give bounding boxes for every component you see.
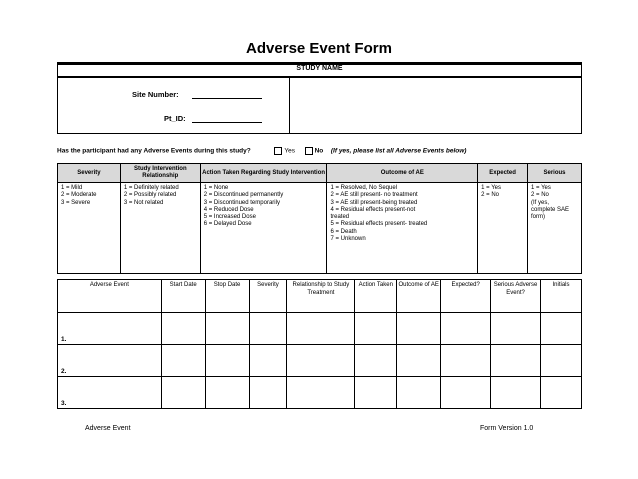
yes-label: Yes	[284, 147, 295, 155]
event-cell[interactable]	[161, 313, 205, 345]
events-header-row	[58, 280, 582, 313]
event-cell[interactable]	[161, 345, 205, 377]
code-item: 2 = No	[481, 192, 500, 199]
code-item: 1 = Definitely related	[123, 185, 179, 191]
pt-id-label: Pt_ID:	[164, 114, 186, 123]
event-cell[interactable]	[541, 377, 582, 409]
event-cell[interactable]	[355, 313, 397, 345]
code-item: 1 = Resolved, No Sequel	[330, 185, 398, 191]
codes-header-serious: Serious	[528, 164, 582, 183]
code-item: 7 = Unknown	[330, 236, 366, 243]
ae-question	[57, 147, 466, 155]
codes-col-serious	[528, 183, 582, 274]
code-item: 3 = AE still present-being treated	[330, 199, 418, 206]
code-item: 4 = Reduced Dose	[203, 206, 254, 213]
code-item: 1 = Mild	[61, 185, 83, 191]
events-header-start-date: Start Date	[161, 280, 205, 313]
event-cell[interactable]	[205, 313, 249, 345]
no-checkbox[interactable]	[305, 147, 313, 155]
pt-id-field[interactable]	[192, 122, 262, 123]
events-header-expected: Expected?	[441, 280, 491, 313]
events-header-severity: Severity	[249, 280, 287, 313]
event-cell[interactable]	[249, 313, 287, 345]
event-cell[interactable]	[287, 313, 355, 345]
event-cell[interactable]	[205, 345, 249, 377]
event-cell[interactable]	[491, 313, 541, 345]
code-item: 2 = No	[531, 192, 549, 199]
event-cell[interactable]	[397, 377, 441, 409]
event-cell[interactable]	[249, 377, 287, 409]
code-item: 3 = Not related	[123, 199, 164, 206]
event-cell[interactable]	[397, 313, 441, 345]
event-cell[interactable]	[441, 377, 491, 409]
codes-header-expected: Expected	[478, 164, 528, 183]
code-item: 2 = Possibly related	[123, 192, 177, 199]
codes-col-relationship	[120, 183, 200, 274]
event-cell[interactable]	[355, 345, 397, 377]
no-label: No	[314, 147, 324, 155]
event-cell[interactable]	[541, 313, 582, 345]
events-header-stop-date: Stop Date	[205, 280, 249, 313]
footer-form-version: Form Version 1.0	[480, 425, 534, 432]
codes-col-outcome	[327, 183, 478, 274]
codes-col-expected	[478, 183, 528, 274]
event-cell[interactable]	[287, 377, 355, 409]
event-row-number: 2.	[58, 345, 162, 377]
codes-header-outcome: Outcome of AE	[327, 164, 478, 183]
code-item: 3 = Severe	[61, 199, 91, 206]
events-header-action: Action Taken	[355, 280, 397, 313]
footer-form-name: Adverse Event	[85, 425, 131, 432]
codes-header-row	[58, 164, 582, 183]
code-item: 2 = Moderate	[61, 192, 97, 199]
event-cell[interactable]	[249, 345, 287, 377]
event-cell[interactable]	[355, 377, 397, 409]
table-row	[58, 345, 582, 377]
codes-header-relationship: Study Intervention Relationship	[120, 164, 200, 183]
code-item: 1 = Yes	[531, 185, 551, 191]
events-table	[57, 279, 582, 409]
code-item: 6 = Delayed Dose	[203, 221, 252, 228]
codes-table	[57, 163, 582, 274]
study-name-bar: STUDY NAME	[58, 63, 581, 78]
yes-checkbox[interactable]	[274, 147, 282, 155]
event-cell[interactable]	[491, 377, 541, 409]
header-divider	[289, 77, 290, 133]
code-item: 1 = Yes	[481, 185, 502, 191]
site-number-field[interactable]	[192, 98, 262, 99]
event-row-number: 1.	[58, 313, 162, 345]
events-header-adverse-event: Adverse Event	[58, 280, 162, 313]
event-cell[interactable]	[161, 377, 205, 409]
ae-question-note: (If yes, please list all Adverse Events below)	[330, 147, 467, 155]
event-cell[interactable]	[441, 313, 491, 345]
codes-col-action	[200, 183, 327, 274]
codes-col-severity	[58, 183, 121, 274]
code-item: 3 = Discontinued temporarily	[203, 199, 280, 206]
event-cell[interactable]	[441, 345, 491, 377]
site-number-label: Site Number:	[132, 90, 179, 99]
codes-header-action: Action Taken Regarding Study Intervention	[200, 164, 327, 183]
code-item: 6 = Death	[330, 228, 357, 235]
ae-question-text: Has the participant had any Adverse Events during this study?	[57, 147, 251, 155]
codes-header-severity: Severity	[58, 164, 121, 183]
table-row	[58, 377, 582, 409]
events-header-initials: Initials	[541, 280, 582, 313]
codes-body-row	[58, 183, 582, 274]
events-header-relationship: Relationship to Study Treatment	[287, 280, 355, 313]
code-item: 4 = Residual effects present-not	[330, 206, 416, 213]
code-item: complete SAE	[531, 206, 570, 213]
code-item: 2 = AE still present- no treatment	[330, 192, 418, 199]
code-item: 1 = None	[203, 185, 229, 191]
event-cell[interactable]	[541, 345, 582, 377]
events-header-serious: Serious Adverse Event?	[491, 280, 541, 313]
table-row	[58, 313, 582, 345]
events-header-outcome: Outcome of AE	[397, 280, 441, 313]
event-row-number: 3.	[58, 377, 162, 409]
event-cell[interactable]	[205, 377, 249, 409]
study-header-box	[57, 62, 582, 134]
code-item: 5 = Residual effects present- treated	[330, 221, 428, 228]
code-item: 5 = Increased Dose	[203, 214, 256, 221]
code-item: form)	[531, 214, 546, 221]
event-cell[interactable]	[491, 345, 541, 377]
form-title: Adverse Event Form	[246, 40, 392, 57]
event-cell[interactable]	[397, 345, 441, 377]
code-item: (If yes,	[531, 199, 550, 206]
event-cell[interactable]	[287, 345, 355, 377]
code-item: treated	[330, 214, 350, 221]
code-item: 2 = Discontinued permanently	[203, 192, 284, 199]
